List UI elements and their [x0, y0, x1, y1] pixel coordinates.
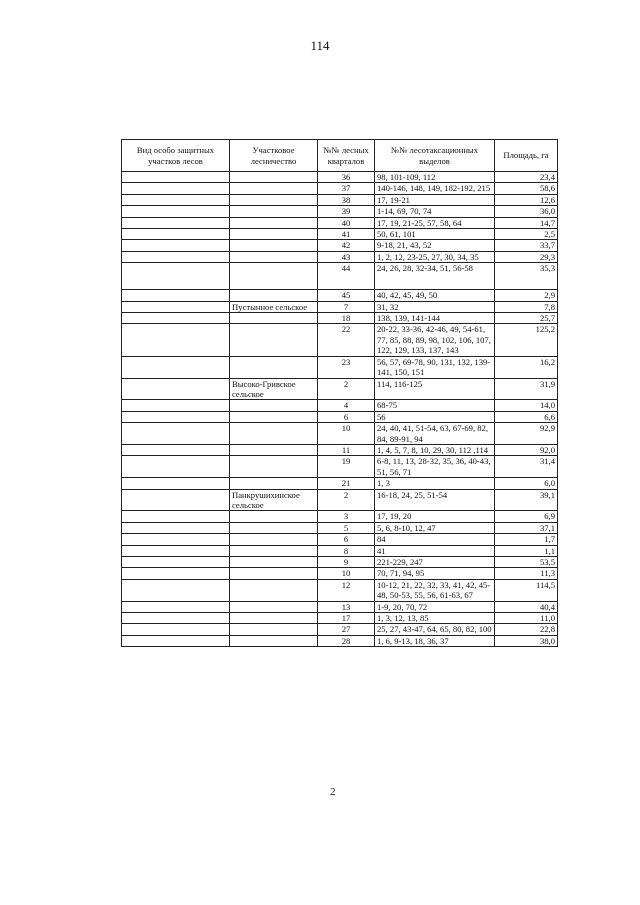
area-cell: 114,5 — [495, 579, 558, 601]
plots-cell: 9-18, 21, 43, 52 — [375, 240, 495, 251]
table-row — [122, 172, 558, 183]
area-cell: 2,5 — [495, 229, 558, 240]
table-row — [122, 613, 558, 624]
table-row — [122, 568, 558, 579]
category-cell — [122, 172, 230, 183]
table-row — [122, 411, 558, 422]
area-cell: 6,9 — [495, 511, 558, 522]
table-row — [122, 183, 558, 194]
category-cell — [122, 557, 230, 568]
page-number: 114 — [310, 38, 330, 53]
forestry-cell — [230, 635, 318, 646]
area-cell: 14,7 — [495, 217, 558, 228]
forestry-cell — [230, 290, 318, 301]
category-cell — [122, 217, 230, 228]
quarter-cell: 6 — [318, 534, 375, 545]
area-cell: 1,7 — [495, 534, 558, 545]
forestry-cell — [230, 183, 318, 194]
table-row — [122, 400, 558, 411]
plots-cell: 114, 116-125 — [375, 378, 495, 400]
header-area: Площадь, га — [495, 140, 558, 172]
area-cell: 31,9 — [495, 378, 558, 400]
category-cell — [122, 240, 230, 251]
quarter-cell: 9 — [318, 557, 375, 568]
table-row — [122, 522, 558, 533]
forestry-cell — [230, 478, 318, 489]
plots-cell: 17, 19, 21-25, 57, 58, 64 — [375, 217, 495, 228]
area-cell: 31,4 — [495, 456, 558, 478]
quarter-cell: 2 — [318, 489, 375, 511]
plots-cell: 10-12, 21, 22, 32, 33, 41, 42, 45-48, 50-53, 55, 56, 61-63, 67 — [375, 579, 495, 601]
forestry-cell — [230, 534, 318, 545]
quarter-cell: 18 — [318, 313, 375, 324]
plots-cell: 17, 19, 20 — [375, 511, 495, 522]
quarter-cell: 12 — [318, 579, 375, 601]
area-cell: 29,3 — [495, 251, 558, 262]
quarter-cell: 22 — [318, 324, 375, 356]
plots-cell: 1-9, 20, 70, 72 — [375, 601, 495, 612]
category-cell — [122, 601, 230, 612]
category-cell — [122, 290, 230, 301]
area-cell: 39,1 — [495, 489, 558, 511]
quarter-cell: 6 — [318, 411, 375, 422]
area-cell: 92,9 — [495, 423, 558, 445]
table-row — [122, 456, 558, 478]
category-cell — [122, 534, 230, 545]
header-quarters: №№ лесных кварталов — [318, 140, 375, 172]
quarter-cell: 17 — [318, 613, 375, 624]
category-cell — [122, 511, 230, 522]
quarter-cell: 11 — [318, 444, 375, 455]
category-cell — [122, 489, 230, 511]
area-cell: 6,6 — [495, 411, 558, 422]
category-cell — [122, 324, 230, 356]
quarter-cell: 10 — [318, 423, 375, 445]
header-forestry: Участковое лесничество — [230, 140, 318, 172]
table-row — [122, 478, 558, 489]
table-row — [122, 251, 558, 262]
quarter-cell: 36 — [318, 172, 375, 183]
forestry-cell — [230, 194, 318, 205]
category-cell — [122, 635, 230, 646]
category-cell — [122, 356, 230, 378]
forestry-cell — [230, 172, 318, 183]
table-body — [122, 172, 558, 647]
quarter-cell: 21 — [318, 478, 375, 489]
table-row — [122, 313, 558, 324]
table-row — [122, 489, 558, 511]
forestry-cell — [230, 400, 318, 411]
header-category: Вид особо защитных участков лесов — [122, 140, 230, 172]
quarter-cell: 38 — [318, 194, 375, 205]
plots-cell: 6-8, 11, 13, 28-32, 35, 36, 40-43, 51, 56, 71 — [375, 456, 495, 478]
table-row — [122, 444, 558, 455]
plots-cell: 1-14, 69, 70, 74 — [375, 206, 495, 217]
table-row — [122, 324, 558, 356]
forestry-cell — [230, 263, 318, 290]
table-row — [122, 194, 558, 205]
area-cell: 38,0 — [495, 635, 558, 646]
quarter-cell: 23 — [318, 356, 375, 378]
plots-cell: 138, 139, 141-144 — [375, 313, 495, 324]
plots-cell: 50, 61, 101 — [375, 229, 495, 240]
plots-cell: 41 — [375, 545, 495, 556]
plots-cell: 24, 40, 41, 51-54, 63, 67-69, 82, 84, 89-91, 94 — [375, 423, 495, 445]
table-row — [122, 263, 558, 290]
area-cell: 125,2 — [495, 324, 558, 356]
category-cell — [122, 522, 230, 533]
table-row — [122, 240, 558, 251]
plots-cell: 56 — [375, 411, 495, 422]
header-plots: №№ лесотаксационных выделов — [375, 140, 495, 172]
quarter-cell: 7 — [318, 301, 375, 312]
area-cell: 40,4 — [495, 601, 558, 612]
forestry-cell — [230, 206, 318, 217]
plots-cell: 1, 6, 9-13, 18, 36, 37 — [375, 635, 495, 646]
plots-cell: 1, 2, 12, 23-25, 27, 30, 34, 35 — [375, 251, 495, 262]
area-cell: 7,8 — [495, 301, 558, 312]
quarter-cell: 40 — [318, 217, 375, 228]
table-row — [122, 579, 558, 601]
area-cell: 6,0 — [495, 478, 558, 489]
plots-cell: 98, 101-109, 112 — [375, 172, 495, 183]
area-cell: 2,9 — [495, 290, 558, 301]
forestry-cell — [230, 229, 318, 240]
category-cell — [122, 624, 230, 635]
quarter-cell: 28 — [318, 635, 375, 646]
plots-cell: 31, 32 — [375, 301, 495, 312]
category-cell — [122, 613, 230, 624]
table-row — [122, 423, 558, 445]
area-cell: 92,0 — [495, 444, 558, 455]
quarter-cell: 19 — [318, 456, 375, 478]
quarter-cell: 41 — [318, 229, 375, 240]
quarter-cell: 4 — [318, 400, 375, 411]
forestry-cell — [230, 313, 318, 324]
category-cell — [122, 545, 230, 556]
area-cell: 37,1 — [495, 522, 558, 533]
table-row — [122, 624, 558, 635]
quarter-cell: 5 — [318, 522, 375, 533]
plots-cell: 1, 3, 12, 13, 85 — [375, 613, 495, 624]
plots-cell: 5, 6, 8-10, 12, 47 — [375, 522, 495, 533]
category-cell — [122, 478, 230, 489]
forestry-cell — [230, 601, 318, 612]
table-row — [122, 356, 558, 378]
area-cell: 12,6 — [495, 194, 558, 205]
forestry-cell — [230, 545, 318, 556]
plots-cell: 1, 4, 5, 7, 8, 10, 29, 30, 112 ,114 — [375, 444, 495, 455]
area-cell: 22,8 — [495, 624, 558, 635]
quarter-cell: 10 — [318, 568, 375, 579]
area-cell: 11,0 — [495, 613, 558, 624]
category-cell — [122, 579, 230, 601]
area-cell: 36,0 — [495, 206, 558, 217]
table-row — [122, 301, 558, 312]
table-row — [122, 206, 558, 217]
forestry-cell — [230, 557, 318, 568]
category-cell — [122, 411, 230, 422]
forestry-cell — [230, 240, 318, 251]
forestry-cell — [230, 423, 318, 445]
area-cell: 33,7 — [495, 240, 558, 251]
category-cell — [122, 313, 230, 324]
table-row — [122, 557, 558, 568]
plots-cell: 221-229, 247 — [375, 557, 495, 568]
forestry-cell — [230, 613, 318, 624]
area-cell: 58,6 — [495, 183, 558, 194]
forestry-cell — [230, 217, 318, 228]
quarter-cell: 27 — [318, 624, 375, 635]
area-cell: 11,3 — [495, 568, 558, 579]
table-row — [122, 545, 558, 556]
forestry-cell: Панкрушихинское сельское — [230, 489, 318, 511]
quarter-cell: 42 — [318, 240, 375, 251]
table-row — [122, 635, 558, 646]
area-cell: 14,0 — [495, 400, 558, 411]
footer-mark: 2 — [330, 786, 336, 798]
plots-cell: 25, 27, 43-47, 64, 65, 80, 82, 100 — [375, 624, 495, 635]
category-cell — [122, 229, 230, 240]
forestry-cell — [230, 511, 318, 522]
category-cell — [122, 378, 230, 400]
forestry-cell — [230, 356, 318, 378]
area-cell: 53,5 — [495, 557, 558, 568]
forestry-cell — [230, 568, 318, 579]
plots-cell: 24, 26, 28, 32-34, 51, 56-58 — [375, 263, 495, 290]
quarter-cell: 37 — [318, 183, 375, 194]
category-cell — [122, 456, 230, 478]
category-cell — [122, 206, 230, 217]
quarter-cell: 44 — [318, 263, 375, 290]
table-row — [122, 601, 558, 612]
table-row — [122, 378, 558, 400]
category-cell — [122, 194, 230, 205]
quarter-cell: 2 — [318, 378, 375, 400]
plots-cell: 70, 71, 94, 95 — [375, 568, 495, 579]
forestry-cell: Пустынное сельское — [230, 301, 318, 312]
table-row — [122, 229, 558, 240]
plots-cell: 17, 19-21 — [375, 194, 495, 205]
table-row — [122, 217, 558, 228]
table-row — [122, 290, 558, 301]
table-header-row — [122, 140, 558, 172]
forestry-cell — [230, 444, 318, 455]
forestry-cell — [230, 579, 318, 601]
forestry-cell — [230, 624, 318, 635]
forestry-cell — [230, 324, 318, 356]
forestry-cell — [230, 522, 318, 533]
quarter-cell: 13 — [318, 601, 375, 612]
category-cell — [122, 568, 230, 579]
forestry-cell — [230, 456, 318, 478]
area-cell: 25,7 — [495, 313, 558, 324]
quarter-cell: 45 — [318, 290, 375, 301]
area-cell: 35,3 — [495, 263, 558, 290]
area-cell: 23,4 — [495, 172, 558, 183]
table-row — [122, 511, 558, 522]
forestry-cell — [230, 411, 318, 422]
category-cell — [122, 423, 230, 445]
plots-cell: 40, 42, 45, 49, 50 — [375, 290, 495, 301]
quarter-cell: 3 — [318, 511, 375, 522]
area-cell: 16,2 — [495, 356, 558, 378]
quarter-cell: 39 — [318, 206, 375, 217]
forestry-cell: Высоко-Гривское сельское — [230, 378, 318, 400]
plots-cell: 16-18, 24, 25, 51-54 — [375, 489, 495, 511]
protective-forest-table — [121, 139, 558, 647]
area-cell: 1,1 — [495, 545, 558, 556]
plots-cell: 56, 57, 69-78, 90, 131, 132, 139-141, 150, 151 — [375, 356, 495, 378]
table-row — [122, 534, 558, 545]
plots-cell: 1, 3 — [375, 478, 495, 489]
category-cell — [122, 251, 230, 262]
forestry-cell — [230, 251, 318, 262]
plots-cell: 20-22, 33-36, 42-46, 49, 54-61, 77, 85, 88, 89, 98, 102, 106, 107, 122, 129, 133, 137, 143 — [375, 324, 495, 356]
plots-cell: 140-146, 148, 149, 182-192, 215 — [375, 183, 495, 194]
plots-cell: 68-75 — [375, 400, 495, 411]
plots-cell: 84 — [375, 534, 495, 545]
category-cell — [122, 263, 230, 290]
category-cell — [122, 301, 230, 312]
category-cell — [122, 400, 230, 411]
quarter-cell: 8 — [318, 545, 375, 556]
category-cell — [122, 444, 230, 455]
category-cell — [122, 183, 230, 194]
quarter-cell: 43 — [318, 251, 375, 262]
